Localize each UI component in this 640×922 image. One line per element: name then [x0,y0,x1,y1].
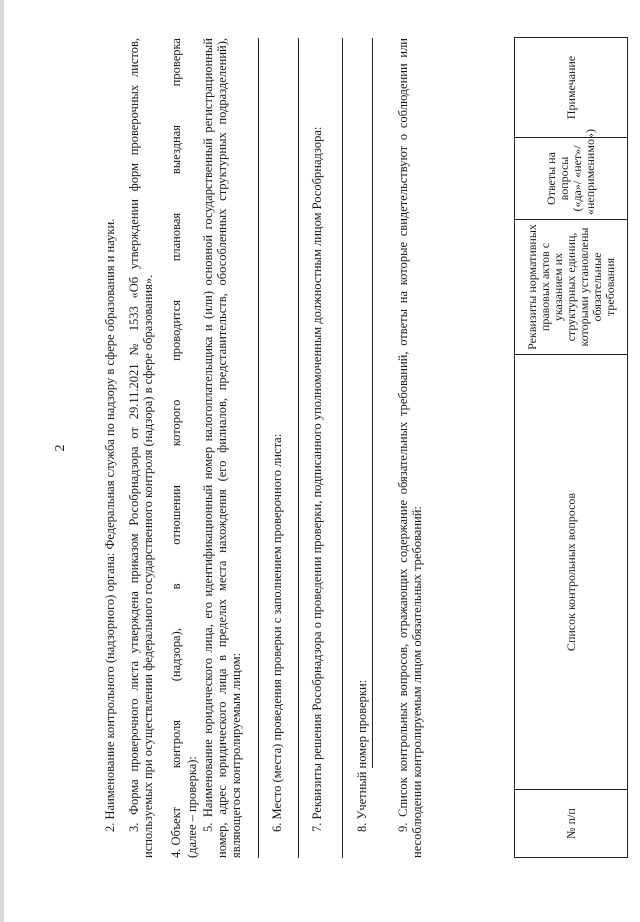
checklist-header-row [515,38,628,858]
fill-line-item-7 [342,38,343,858]
checklist-table [514,37,628,858]
item-4-control-object [169,38,199,858]
item-4-word: которого [169,399,183,447]
item-2-control-body: 2. Наименование контрольного (надзорного) органа: Федеральная служба по надзору в сфере образования и науки. [103,218,117,832]
item-5-legal-entity: 5. Наименование юридического лица, его идентификационный номер налогоплательщика и (или) основной государственный регистрационный номер, адрес юридического лица в пределах места нахождения (его филиалов, представительств, обособленных структурных подразделений), являющегося контролируемым лицом: [201,38,243,858]
fill-line-item-8 [372,38,373,768]
header-legal-requisites: Реквизиты нормативных правовых актов с указанием их структурных единиц, которыми установлены обязательные требования [515,220,628,355]
header-questions: Список контрольных вопросов [515,355,628,790]
item-4-word: плановая [169,212,183,262]
item-4-word: контроля [169,719,183,769]
item-4-word: отношении [169,485,183,545]
item-4-word: проверка [169,38,183,87]
item-3-form-approval: 3. Форма проверочного листа утверждена приказом Рособрнадзора от 29.11.2021 № 1533 «Об утверждении форм проверочных листов, используемых при осуществлении федерального государственного контроля (надзора) в сфере образования». [127,38,155,858]
fill-line-item-6 [298,38,299,858]
page-number: 2 [53,444,68,452]
item-4-word: 4. Объект [169,807,183,858]
item-4-word: выездная [169,125,183,175]
item-4-word: в [169,583,183,590]
scan-edge [0,0,4,922]
header-answers: Ответы на вопросы («да»/ «нет»/ «неприменимо») [515,138,628,220]
header-notes: Примечание [515,38,628,138]
item-8-registration-number: 8. Учетный номер проверки: [355,679,369,832]
item-4-word: (надзора), [169,628,183,682]
item-4-word: проводится [169,300,183,361]
item-9-checklist-intro: 9. Список контрольных вопросов, отражающих содержание обязательных требований, ответы на которые свидетельствуют о соблюдении или несоблюдении контролируемым лицом обязательных требований: [396,38,424,858]
item-4-spread-line [169,38,183,858]
header-number: № п/п [515,790,628,858]
fill-line-item-5 [258,38,259,858]
item-7-decision-details: 7. Реквизиты решения Рособрнадзора о проведении проверки, подписанного уполномоченным должностным лицом Рособрнадзора: [310,126,324,832]
item-4-tail: (далее – проверка): [185,756,199,858]
item-6-inspection-place: 6. Место (места) проведения проверки с заполнением проверочного листа: [270,433,284,832]
